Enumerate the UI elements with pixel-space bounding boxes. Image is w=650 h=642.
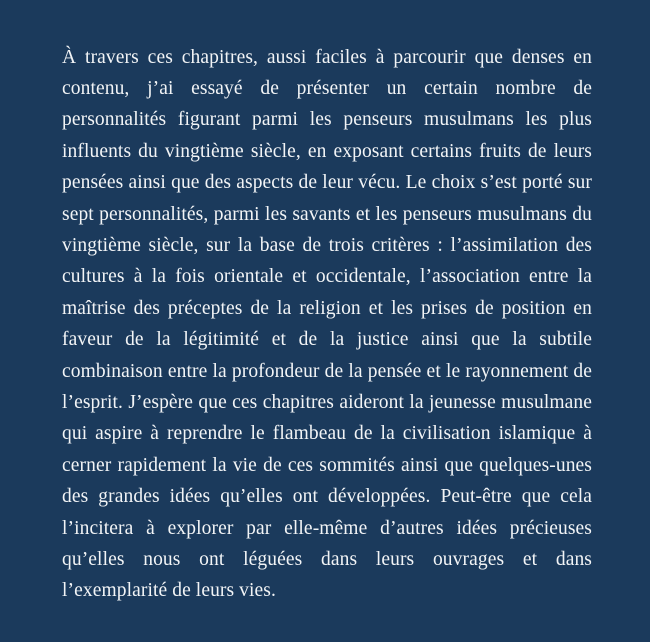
body-paragraph: À travers ces chapitres, aussi faciles à parcourir que denses en contenu, j’ai essayé de présenter un certain nombre de personnalités figurant parmi les penseurs musulmans les plus influents du vingtième siècle, en exposant certains fruits de leurs pensées ainsi que des aspects de leur vécu. Le choix s’est porté sur sept personnalités, parmi les savants et les penseurs musulmans du vingtième siècle, sur la base de trois critères : l’assimilation des cultures à la fois orientale et occidentale, l’association entre la maîtrise des préceptes de la religion et les prises de position en faveur de la légitimité et de la justice ainsi que la subtile combinaison entre la profondeur de la pensée et le rayonnement de l’esprit. J’espère que ces chapitres aideront la jeunesse musulmane qui aspire à reprendre le flambeau de la civilisation islamique à cerner rapidement la vie de ces sommités ainsi que quelques-unes des grandes idées qu’elles ont développées. Peut-être que cela l’incitera à explorer par elle-même d’autres idées précieuses qu’elles nous ont léguées dans leurs ouvrages et dans l’exemplarité de leurs vies. <box>62 46 597 602</box>
